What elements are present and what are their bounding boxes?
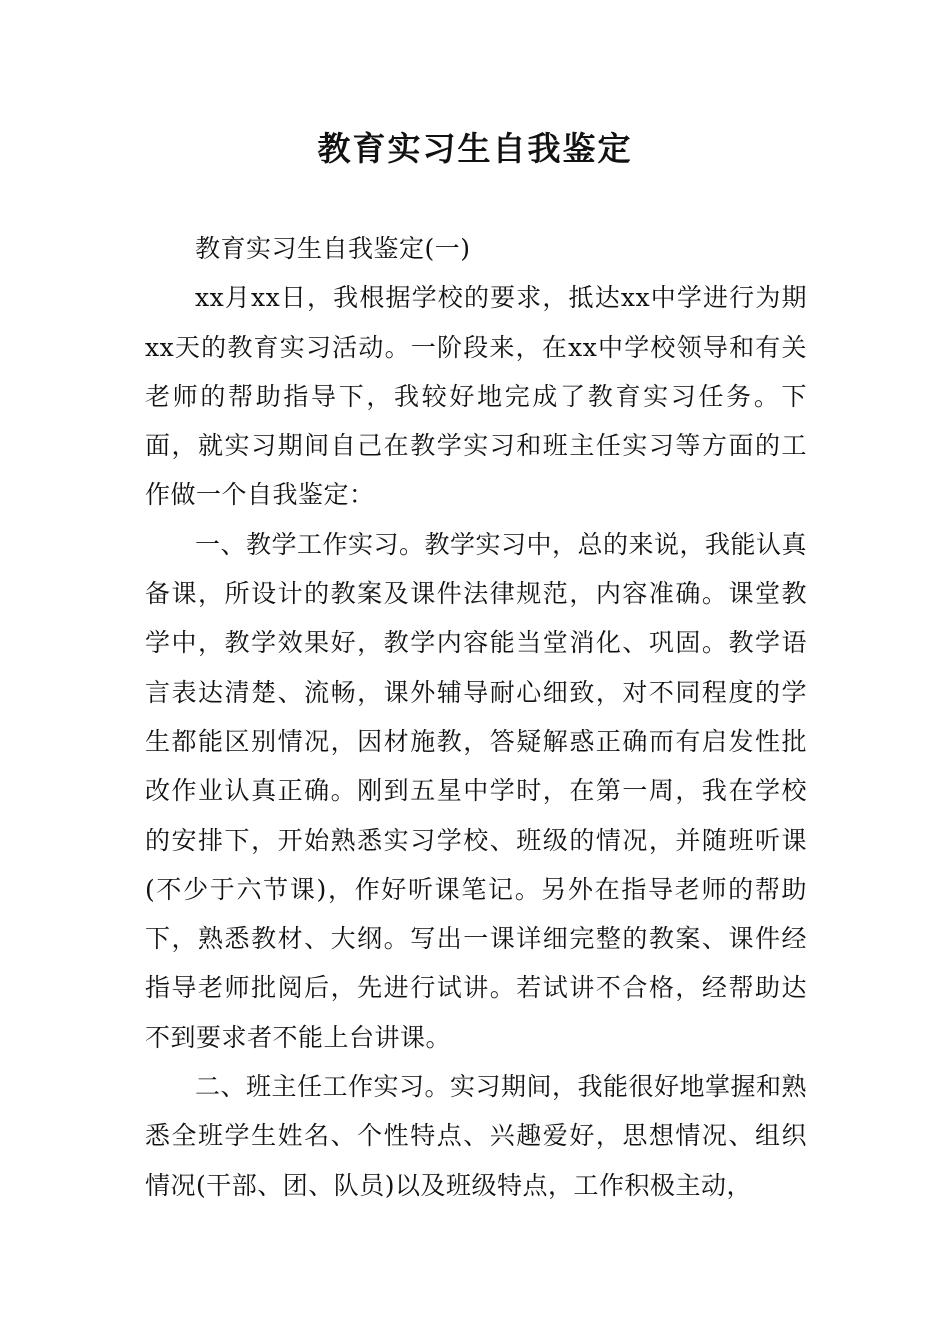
document-title: 教育实习生自我鉴定	[317, 129, 633, 168]
paragraph-class-teacher-practice: 二、班主任工作实习。实习期间，我能很好地掌握和熟悉全班学生姓名、个性特点、兴趣爱好，思想情况、组织情况(干部、团、队员)以及班级特点，工作积极主动，	[145, 1072, 808, 1200]
paragraph-subtitle: 教育实习生自我鉴定(一)	[195, 234, 471, 263]
document-body	[145, 224, 807, 1210]
paragraph-teaching-practice: 一、教学工作实习。教学实习中，总的来说，我能认真备课，所设计的教案及课件法律规范，内容准确。课堂教学中，教学效果好，教学内容能当堂消化、巩固。教学语言表达清楚、流畅，课外辅导耐心细致，对不同程度的学生都能区别情况，因材施教，答疑解惑正确而有启发性批改作业认真正确。刚到五星中学时，在第一周，我在学校的安排下，开始熟悉实习学校、班级的情况，并随班听课(不少于六节课)，作好听课笔记。另外在指导老师的帮助下，熟悉教材、大纲。写出一课详细完整的教案、课件经指导老师批阅后，先进行试讲。若试讲不合格，经帮助达不到要求者不能上台讲课。	[145, 529, 808, 1052]
paragraph-intro: xx月xx日，我根据学校的要求，抵达xx中学进行为期xx天的教育实习活动。一阶段来，在xx中学校领导和有关老师的帮助指导下，我较好地完成了教育实习任务。下面，就实习期间自己在教学实习和班主任实习等方面的工作做一个自我鉴定：	[145, 283, 807, 510]
